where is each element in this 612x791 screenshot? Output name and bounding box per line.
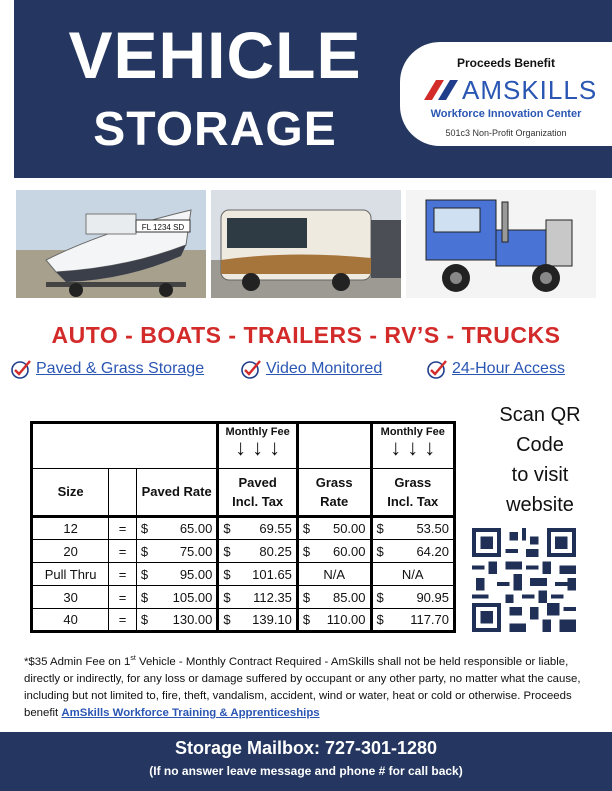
cell-value: 90.95 — [416, 589, 449, 605]
header-line: Incl. Tax — [387, 494, 439, 509]
cell-value: 53.50 — [416, 521, 449, 536]
currency-symbol: $ — [376, 543, 384, 559]
monthly-fee-label: Monthly Fee — [225, 426, 290, 438]
cell-paved-tax — [218, 586, 298, 609]
cell-size: 20 — [32, 540, 109, 563]
cell-value: 139.10 — [252, 612, 292, 627]
title-vehicle: VEHICLE — [68, 18, 362, 92]
nonprofit-label: 501c3 Non-Profit Organization — [445, 128, 567, 138]
cell-paved-tax — [218, 540, 298, 563]
cell-eq: = — [109, 609, 137, 632]
currency-symbol: $ — [223, 543, 231, 559]
rates-table — [30, 421, 456, 633]
header-line: Incl. Tax — [232, 494, 284, 509]
cell-paved-tax — [218, 517, 298, 540]
down-arrows-icon: ↓ ↓ ↓ — [235, 435, 281, 460]
cell-paved-rate — [136, 609, 217, 632]
currency-symbol: $ — [223, 589, 231, 605]
cell-value: 110.00 — [326, 612, 366, 627]
cell-grass-rate — [297, 540, 371, 563]
feature-24hr[interactable] — [426, 358, 565, 380]
vehicle-categories: AUTO - BOATS - TRAILERS - RV’S - TRUCKS — [51, 322, 561, 348]
cell-paved-tax — [218, 563, 298, 586]
feature-label: Video Monitored — [266, 360, 383, 377]
currency-symbol: $ — [223, 521, 231, 536]
cell-value: 64.20 — [416, 543, 449, 559]
monthly-fee-label: Monthly Fee — [380, 426, 445, 438]
cell-value: 60.00 — [332, 543, 366, 559]
header-grass-rate — [297, 469, 371, 517]
cell-value: 105.00 — [172, 589, 213, 605]
cell-eq: = — [109, 586, 137, 609]
cell-paved-rate — [136, 517, 217, 540]
cell-value: 85.00 — [332, 589, 366, 605]
photo-truck — [406, 190, 596, 298]
cell-size: 12 — [32, 517, 109, 540]
disclaimer-sup: st — [130, 655, 136, 662]
cell-paved-rate — [136, 563, 217, 586]
cell-eq: = — [109, 540, 137, 563]
photo-rv — [211, 190, 401, 298]
down-arrows-icon: ↓ ↓ ↓ — [390, 435, 436, 460]
table-row — [32, 517, 455, 540]
currency-symbol: $ — [376, 589, 384, 605]
currency-symbol: $ — [302, 612, 311, 627]
cell-size: Pull Thru — [32, 563, 109, 586]
header-grass-incl-tax — [371, 469, 454, 517]
proceeds-benefit-label: Proceeds Benefit — [456, 56, 556, 70]
checkmark-icon — [240, 358, 262, 380]
cell-value: 65.00 — [179, 521, 213, 536]
feature-paved-grass[interactable] — [10, 358, 204, 380]
logo-tagline: Workforce Innovation Center — [430, 108, 582, 120]
scan-line: website — [506, 494, 574, 516]
table-row — [32, 563, 455, 586]
header-paved-rate: Paved Rate — [136, 469, 217, 517]
storage-mailbox-phone[interactable]: Storage Mailbox: 727-301-1280 — [174, 738, 438, 758]
cell-value: 112.35 — [253, 589, 292, 605]
scan-line: to visit — [511, 464, 569, 486]
currency-symbol: $ — [302, 589, 311, 605]
empty-corner — [32, 423, 218, 469]
cell-value: 69.55 — [259, 521, 292, 536]
disclaimer-prefix: *$35 Admin Fee on 1 — [24, 655, 131, 668]
empty-cell — [297, 423, 371, 469]
table-row — [32, 540, 455, 563]
header-line: Grass — [394, 474, 432, 490]
cell-grass-rate — [297, 609, 371, 632]
cell-grass-rate — [297, 586, 371, 609]
table-row — [32, 586, 455, 609]
checkmark-icon — [426, 358, 448, 380]
checkmark-icon — [10, 358, 32, 380]
cell-grass-tax: N/A — [371, 563, 454, 586]
table-arrow-row — [32, 423, 455, 469]
cell-paved-tax — [218, 609, 298, 632]
scan-line: Code — [516, 434, 564, 456]
footer-banner — [0, 732, 612, 791]
boat-plate-text: FL 1234 SD — [141, 223, 185, 232]
feature-label: Paved & Grass Storage — [36, 360, 205, 377]
title-storage: STORAGE — [93, 103, 337, 156]
currency-symbol: $ — [376, 612, 384, 627]
cell-size: 40 — [32, 609, 109, 632]
cell-grass-tax — [371, 609, 454, 632]
cell-grass-tax — [371, 540, 454, 563]
cell-grass-tax — [371, 586, 454, 609]
header-line: Rate — [320, 494, 349, 509]
currency-symbol: $ — [302, 521, 311, 536]
amskills-training-link[interactable]: AmSkills Workforce Training & Apprenticeships — [61, 706, 320, 719]
amskills-logo — [418, 76, 598, 104]
currency-symbol: $ — [140, 612, 149, 627]
currency-symbol: $ — [376, 521, 384, 536]
currency-symbol: $ — [140, 543, 149, 559]
monthly-fee-arrows-paved — [218, 423, 298, 469]
header-paved-incl-tax — [218, 469, 298, 517]
cell-value: 101.65 — [252, 566, 292, 582]
cell-value: 117.70 — [410, 612, 449, 627]
amskills-wordmark: AMSKILLS — [462, 75, 598, 105]
disclaimer-text — [24, 650, 594, 722]
cell-eq: = — [109, 563, 137, 586]
cell-value: 130.00 — [172, 612, 213, 627]
cell-value: 80.25 — [259, 543, 292, 559]
cell-size: 30 — [32, 586, 109, 609]
cell-paved-rate — [136, 586, 217, 609]
scan-qr-callout — [470, 400, 610, 520]
amskills-logo-card[interactable] — [400, 42, 612, 146]
currency-symbol: $ — [140, 589, 149, 605]
cell-eq: = — [109, 517, 137, 540]
header-line: Grass — [315, 474, 353, 490]
currency-symbol: $ — [140, 566, 149, 582]
currency-symbol: $ — [223, 566, 231, 582]
feature-label: 24-Hour Access — [452, 360, 565, 377]
scan-line: Scan QR — [499, 404, 581, 426]
header-eq — [109, 469, 137, 517]
currency-symbol: $ — [223, 612, 231, 627]
callback-note: (If no answer leave message and phone # for call back) — [149, 764, 463, 778]
cell-grass-rate — [297, 517, 371, 540]
qr-code-icon[interactable] — [472, 528, 576, 632]
cell-value: 75.00 — [179, 543, 213, 559]
cell-paved-rate — [136, 540, 217, 563]
cell-value: 95.00 — [179, 566, 213, 582]
currency-symbol: $ — [140, 521, 149, 536]
cell-grass-tax — [371, 517, 454, 540]
cell-value: 50.00 — [332, 521, 366, 536]
header-line: Paved — [238, 474, 277, 490]
amskills-mark-icon — [418, 76, 462, 104]
table-row — [32, 609, 455, 632]
currency-symbol: $ — [302, 543, 311, 559]
feature-video[interactable] — [240, 358, 382, 380]
photo-boat — [16, 190, 206, 298]
cell-grass-rate: N/A — [297, 563, 371, 586]
table-header-row — [32, 469, 455, 517]
header-size: Size — [32, 469, 109, 517]
monthly-fee-arrows-grass — [371, 423, 454, 469]
disclaimer-body: Vehicle - Monthly Contract Required - AmSkills shall not be held responsible or liable, directly or indirectly, for any loss or damage suffered by occupant or any other party, no matter what the cause, including but not limited to, fire, theft, vandalism, accident, wind or water, heat or cold or otherwise. Proceeds benefit — [24, 655, 581, 719]
